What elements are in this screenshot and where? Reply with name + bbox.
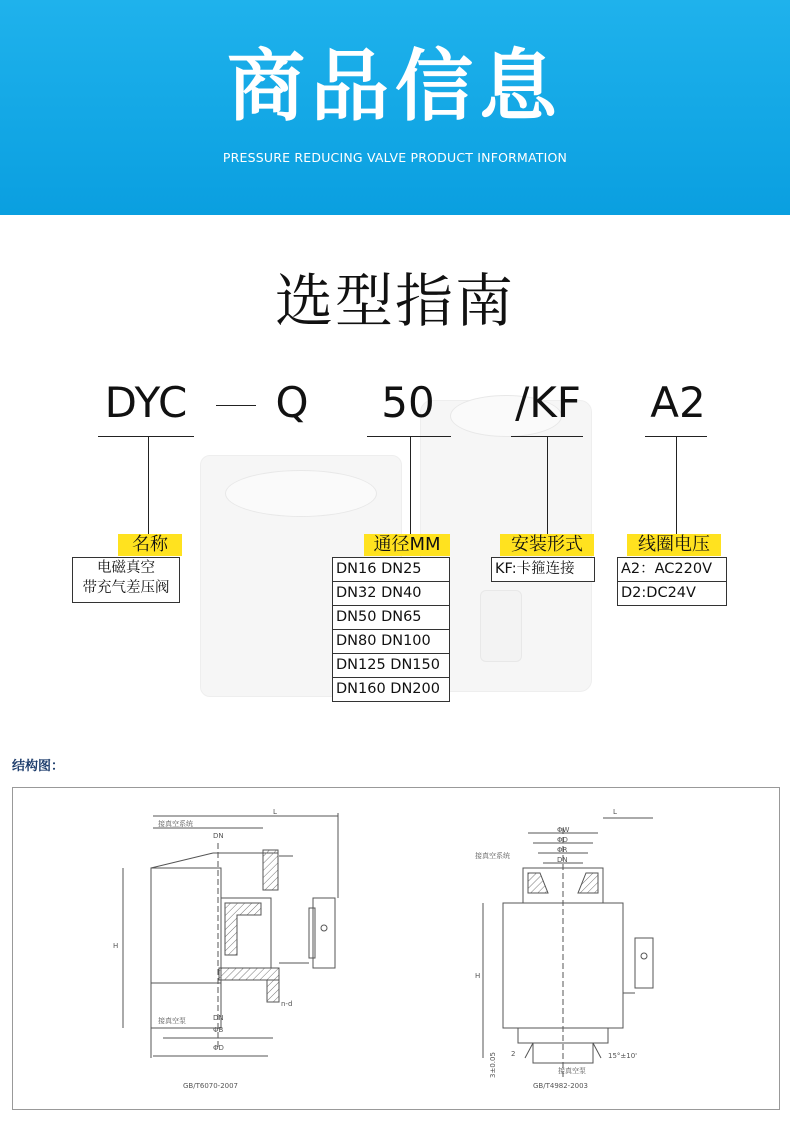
code-diameter: 50 xyxy=(381,378,435,427)
code-dash xyxy=(216,405,256,406)
name-line: 带充气差压阀 xyxy=(82,580,170,596)
right-dim-r: ΦR xyxy=(557,846,568,854)
code-dyc: DYC xyxy=(104,378,188,427)
connector-coil xyxy=(676,436,677,534)
right-dim-two: 2 xyxy=(511,1050,516,1058)
technical-drawing-svg xyxy=(13,788,779,1109)
diameter-row: DN160 DN200 xyxy=(333,677,449,701)
left-dim-d: ΦD xyxy=(213,1044,224,1052)
diameter-row: DN16 DN25 xyxy=(336,561,422,577)
banner-title: 商品信息 xyxy=(226,42,563,132)
underline-diameter xyxy=(367,436,451,437)
left-bottom-port-label: 接真空泵 xyxy=(158,1017,186,1025)
right-standard: GB/T4982-2003 xyxy=(533,1082,589,1090)
left-dim-nd: n-d xyxy=(281,1000,293,1008)
structure-label: 结构图： xyxy=(12,759,65,774)
left-dim-l: L xyxy=(273,808,277,816)
code-q: Q xyxy=(275,378,309,427)
mount-box xyxy=(491,557,595,582)
right-dim-h: H xyxy=(475,972,481,980)
right-dim-tolerance: 3±0.05 xyxy=(489,1052,497,1078)
diameter-box xyxy=(332,557,450,702)
right-dim-dn: DN xyxy=(557,856,568,864)
name-box xyxy=(72,557,180,603)
mount-row: KF:卡箍连接 xyxy=(495,561,575,577)
tag-name: 名称 xyxy=(118,534,182,556)
right-drawing-labels xyxy=(475,808,637,1090)
header-banner xyxy=(0,0,790,215)
left-dim-dn-bottom: DN xyxy=(213,1014,224,1022)
diameter-row: DN32 DN40 xyxy=(333,581,449,605)
coil-row: D2:DC24V xyxy=(618,581,726,605)
left-valve-drawing xyxy=(123,813,338,1058)
right-dim-angle: 15°±10' xyxy=(608,1052,638,1060)
diameter-row: DN125 DN150 xyxy=(333,653,449,677)
right-dim-w: ΦW xyxy=(557,826,570,834)
banner-subtitle: PRESSURE REDUCING VALVE PRODUCT INFORMATION xyxy=(222,150,568,165)
name-line: 电磁真空 xyxy=(97,560,155,576)
right-bottom-port-label: 接真空泵 xyxy=(558,1067,586,1075)
connector-mount xyxy=(547,436,548,534)
underline-dyc xyxy=(98,436,194,437)
right-dim-l: L xyxy=(613,808,617,816)
left-dim-dn-top: DN xyxy=(213,832,224,840)
tag-mount: 安装形式 xyxy=(500,534,594,556)
diameter-row: DN50 DN65 xyxy=(333,605,449,629)
connector-diameter xyxy=(410,436,411,534)
left-top-port-label: 接真空系统 xyxy=(158,820,193,828)
coil-row: A2：AC220V xyxy=(621,561,713,577)
code-coil: A2 xyxy=(650,378,706,427)
left-standard: GB/T6070-2007 xyxy=(183,1082,239,1090)
coil-box xyxy=(617,557,727,606)
left-dim-b: ΦB xyxy=(213,1026,224,1034)
tag-coil: 线圈电压 xyxy=(627,534,721,556)
connector-name xyxy=(148,436,149,534)
tag-diameter: 通径MM xyxy=(364,534,450,556)
diameter-row: DN80 DN100 xyxy=(333,629,449,653)
left-dim-h: H xyxy=(113,942,119,950)
right-dim-d: ΦD xyxy=(557,836,568,844)
structure-drawing xyxy=(12,787,780,1110)
right-top-port-label: 接真空系统 xyxy=(475,852,510,860)
guide-title: 选型指南 xyxy=(274,267,515,335)
code-mount: /KF xyxy=(515,378,581,427)
